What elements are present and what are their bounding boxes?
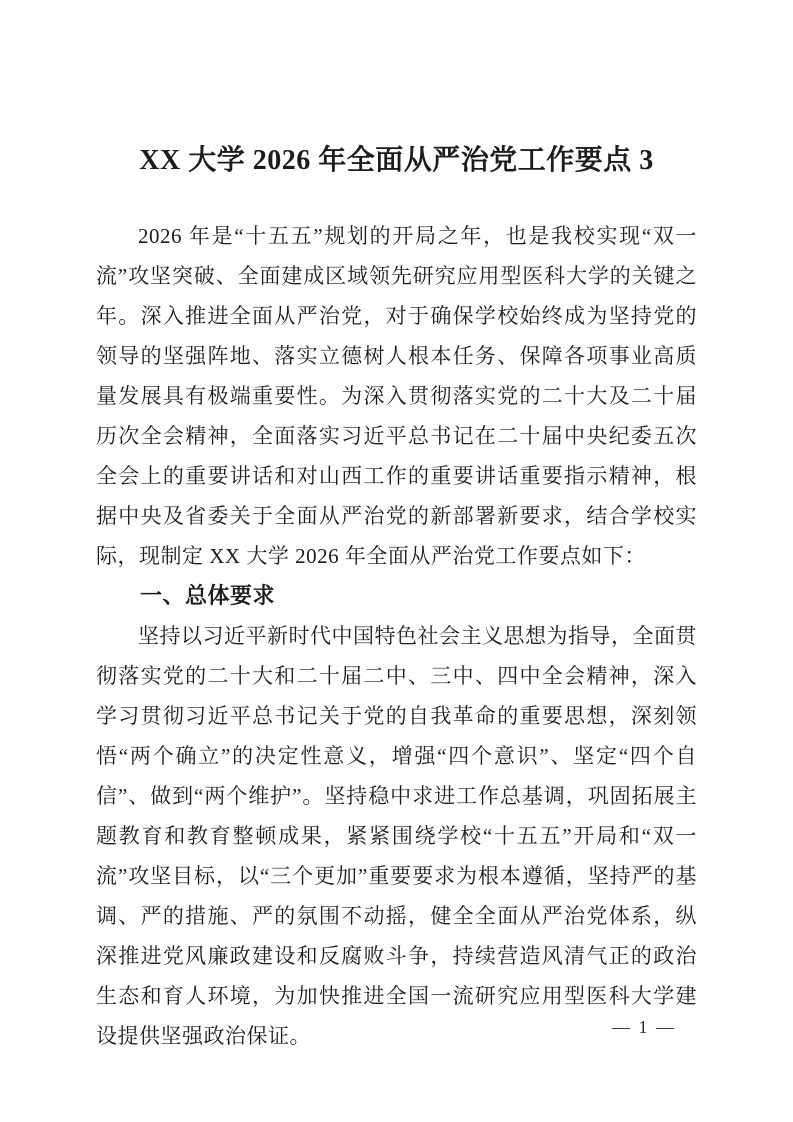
section-heading-overall-requirements: 一、总体要求 — [140, 583, 276, 608]
page-number: — 1 — — [612, 1017, 676, 1037]
intro-paragraph: 2026 年是“十五五”规划的开局之年，也是我校实现“双一流”攻坚突破、全面建成区域领先研究应用型医科大学的关键之年。深入推进全面从严治党，对于确保学校始终成为坚持党的领导的坚强阵地、落实立德树人根本任务、保障各项事业高质量发展具有极端重要性。为深入贯彻落实党的二十大及二十届历次全会精神，全面落实习近平总书记在二十届中央纪委五次全会上的重要讲话和对山西工作的重要讲话重要指示精神，根据中央及省委关于全面从严治党的新部署新要求，结合学校实际，现制定 XX 大学 2026 年全面从严治党工作要点如下： — [96, 224, 697, 568]
overall-requirements-paragraph: 坚持以习近平新时代中国特色社会主义思想为指导，全面贯彻落实党的二十大和二十届二中、三中、四中全会精神，深入学习贯彻习近平总书记关于党的自我革命的重要思想，深刻领悟“两个确立”的决定性意义，增强“四个意识”、坚定“四个自信”、做到“两个维护”。坚持稳中求进工作总基调，巩固拓展主题教育和教育整顿成果，紧紧围绕学校“十五五”开局和“双一流”攻坚目标，以“三个更加”重要要求为根本遵循，坚持严的基调、严的措施、严的氛围不动摇，健全全面从严治党体系，纵深推进党风廉政建设和反腐败斗争，持续营造风清气正的政治生态和育人环境，为加快推进全国一流研究应用型医科大学建设提供坚强政治保证。 — [96, 624, 697, 1048]
document-title: XX 大学 2026 年全面从严治党工作要点 3 — [139, 145, 654, 176]
document-content — [96, 0, 697, 1056]
